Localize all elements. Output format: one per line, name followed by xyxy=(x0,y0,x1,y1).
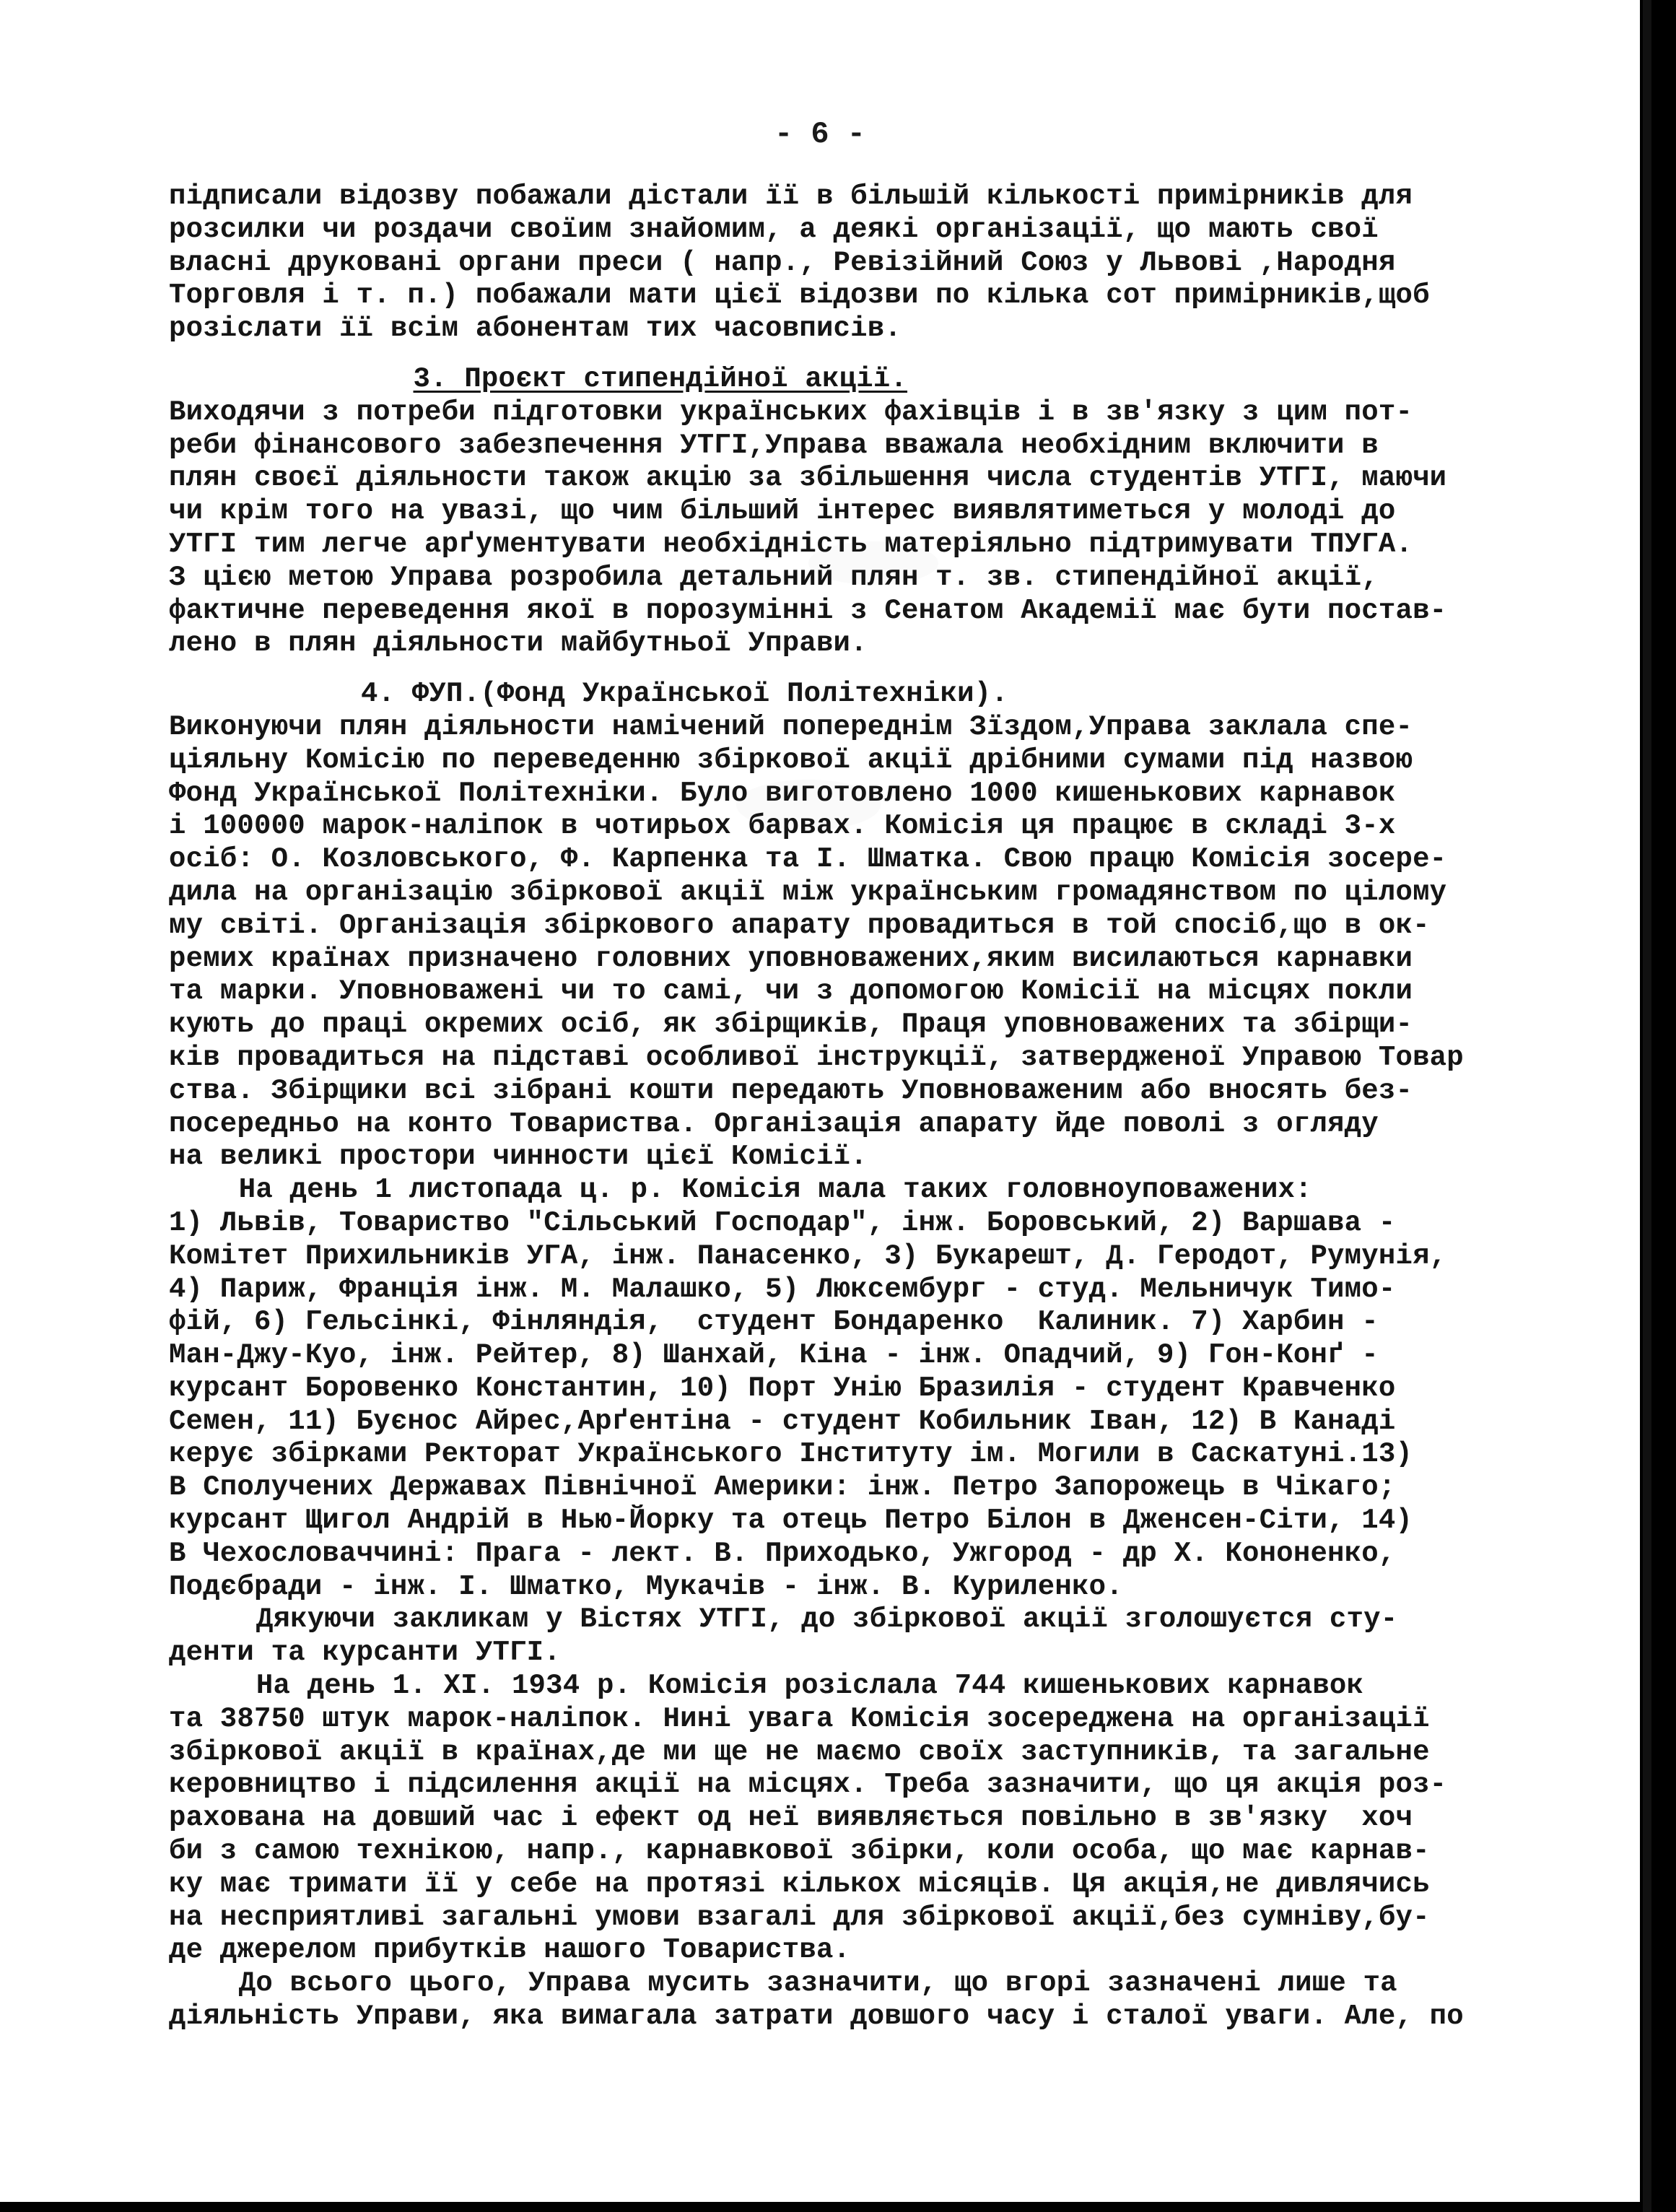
text-line xyxy=(169,910,1620,943)
text-line xyxy=(169,1207,1620,1240)
text-line xyxy=(169,876,1620,910)
line-text: Торговля і т. п.) побажали мати цієї відозви по кілька сот примірників,щоб xyxy=(169,279,1430,312)
line-text: дила на організацію збіркової акції між українським громадянством по цілому xyxy=(169,876,1447,908)
scan-border xyxy=(1643,0,1651,2212)
text-line xyxy=(169,495,1620,528)
text-line xyxy=(169,1141,1620,1174)
text-line xyxy=(169,1835,1620,1868)
line-text: В Сполучених Державах Північної Америки: інж. Петро Запорожець в Чікаго; xyxy=(169,1471,1396,1504)
line-text: курсант Щигол Андрій в Нью-Йорку та отець Петро Білон в Дженсен-Сіти, 14) xyxy=(169,1505,1413,1537)
text-line xyxy=(169,1339,1620,1372)
section-heading-line xyxy=(169,363,1620,396)
text-line xyxy=(169,627,1620,661)
line-text: керовництво і підсилення акції на місцях. Треба зазначити, що ця акція роз- xyxy=(169,1769,1447,1801)
line-text: збіркової акції в країнах,де ми ще не маємо своїх заступників, та загальне xyxy=(169,1736,1430,1768)
line-text: та 38750 штук марок-наліпок. Нині увага Комісія зосереджена на організації xyxy=(169,1702,1430,1735)
line-text: З цією метою Управа розробила детальний плян т. зв. стипендійної акції, xyxy=(169,561,1379,593)
line-text: 1) Львів, Товариство "Сільський Господар", інж. Боровський, 2) Варшава - xyxy=(169,1206,1396,1239)
text-line xyxy=(169,1538,1620,1571)
line-text: Виконуючи плян діяльности намічений попереднім Зїздом,Управа заклала спе- xyxy=(169,710,1413,743)
line-text: ремих країнах призначено головних уповноважених,яким висилаються карнавки xyxy=(169,942,1413,975)
line-text: фактичне переведення якої в порозумінні з Сенатом Академії має бути постав- xyxy=(169,594,1447,627)
page-number: - 6 - xyxy=(774,117,866,152)
text-line xyxy=(169,180,1620,214)
line-text: де джерелом прибутків нашого Товариства. xyxy=(169,1934,851,1967)
text-line xyxy=(169,1372,1620,1406)
line-text: Комітет Прихильників УГА, інж. Панасенко, 3) Букарешт, Д. Геродот, Румунія, xyxy=(169,1240,1447,1272)
text-line xyxy=(169,595,1620,628)
line-text: підписали відозву побажали дістали її в більшій кількості примірників для xyxy=(169,180,1413,212)
text-line xyxy=(169,1108,1620,1141)
text-line xyxy=(169,1802,1620,1835)
text-line xyxy=(169,1273,1620,1307)
line-text: ства. Збірщики всі зібрані кошти передають Уповноваженим або вносять без- xyxy=(169,1074,1413,1107)
line-text: рахована на довший час і ефект од неї виявляється повільно в зв'язку хоч xyxy=(169,1802,1413,1834)
line-text: Дякуючи закликам у Вістях УТГІ, до збіркової акції зголошуєтся сту- xyxy=(256,1603,1398,1636)
text-line xyxy=(169,1406,1620,1439)
line-text: ку має тримати її у себе на протязі кількох місяців. Ця акція,не дивлячись xyxy=(169,1868,1430,1900)
line-text: плян своєї діяльности також акцію за збільшення числа студентів УТГІ, маючи xyxy=(169,462,1447,495)
text-line xyxy=(169,1306,1620,1339)
text-line xyxy=(169,843,1620,876)
line-text: власні друковані органи преси ( напр., Ревізійний Союз у Львові ,Народня xyxy=(169,246,1396,279)
line-text: Подєбради - інж. І. Шматко, Мукачів - інж. В. Куриленко. xyxy=(169,1570,1123,1603)
line-text: 4. ФУП.(Фонд Української Політехніки). xyxy=(360,678,1008,710)
line-text: посередньо на конто Товариства. Організація апарату йде поволі з огляду xyxy=(169,1107,1379,1140)
text-line xyxy=(169,279,1620,313)
line-text: На день 1 листопада ц. р. Комісія мала таких головноуповажених: xyxy=(238,1174,1312,1206)
text-line xyxy=(169,1042,1620,1075)
line-text: УТГІ тим легче арґументувати необхідність матеріяльно підтримувати ТПУГА. xyxy=(169,528,1413,560)
text-line xyxy=(169,562,1620,595)
text-line xyxy=(169,1603,1620,1637)
text-line xyxy=(169,247,1620,280)
text-line xyxy=(169,1174,1620,1207)
line-text: Ман-Джу-Куо, інж. Рейтер, 8) Шанхай, Кіна - інж. Опадчий, 9) Гон-Конґ - xyxy=(169,1339,1379,1372)
text-line xyxy=(169,1703,1620,1736)
line-text: ків провадиться на підставі особливої інструкції, затвердженої Управою Товар xyxy=(169,1041,1464,1074)
text-line xyxy=(169,1736,1620,1769)
text-line xyxy=(169,430,1620,463)
text-line xyxy=(169,1934,1620,1967)
line-text: лено в плян діяльности майбутньої Управи. xyxy=(169,627,868,660)
text-line xyxy=(169,1075,1620,1108)
text-line xyxy=(169,1902,1620,1935)
line-text: би з самою технікою, напр., карнавкової збірки, коли особа, що має карнав- xyxy=(169,1835,1430,1868)
text-line xyxy=(169,313,1620,346)
line-text: і 100000 марок-наліпок в чотирьох барвах. Комісія ця працює в складі 3-х xyxy=(169,810,1396,842)
line-text: на несприятливі загальні умови взагалі для збіркової акції,без сумніву,бу- xyxy=(169,1901,1430,1933)
line-text: кують до праці окремих осіб, як збірщиків, Праця уповноважених та збірщи- xyxy=(169,1009,1413,1041)
text-line xyxy=(169,975,1620,1009)
line-text: на великі простори чинности цієї Комісії. xyxy=(169,1141,868,1173)
text-line xyxy=(169,943,1620,976)
document-body xyxy=(169,180,1620,2034)
line-text: 4) Париж, Франція інж. М. Малашко, 5) Люксембург - студ. Мельничук Тимо- xyxy=(169,1273,1396,1305)
text-line xyxy=(169,1670,1620,1703)
line-text: Виходячи з потреби підготовки українських фахівців і в зв'язку з цим пот- xyxy=(169,396,1413,428)
text-line xyxy=(169,1471,1620,1505)
text-line xyxy=(169,744,1620,778)
line-text: Фонд Української Політехніки. Було виготовлено 1000 кишенькових карнавок xyxy=(169,777,1396,809)
section-heading: 3. Проєкт стипендійної акції. xyxy=(413,362,908,395)
text-line xyxy=(169,2000,1620,2034)
text-line xyxy=(169,1438,1620,1471)
text-line xyxy=(169,1009,1620,1042)
line-text: Семен, 11) Буєнос Айрес,Арґентіна - студент Кобильник Іван, 12) В Канаді xyxy=(169,1405,1396,1437)
line-text: керує збірками Ректорат Українського Інституту ім. Могили в Саскатуні.13) xyxy=(169,1438,1413,1471)
text-line xyxy=(169,1637,1620,1670)
line-text: розіслати її всім абонентам тих часовписів. xyxy=(169,313,902,345)
line-text: реби фінансового забезпечення УТГІ,Управа вважала необхідним включити в xyxy=(169,429,1379,461)
text-line xyxy=(169,528,1620,562)
text-line xyxy=(169,1505,1620,1538)
line-text: денти та курсанти УТГІ. xyxy=(169,1637,561,1669)
text-line xyxy=(169,1571,1620,1604)
line-text: курсант Боровенко Константин, 10) Порт Унію Бразилія - студент Кравченко xyxy=(169,1372,1396,1404)
line-text: осіб: О. Козловського, Ф. Карпенка та І. Шматка. Свою працю Комісія зосере- xyxy=(169,843,1447,876)
line-text: фій, 6) Гельсінкі, Фінляндія, студент Бондаренко Калиник. 7) Харбин - xyxy=(169,1306,1379,1338)
text-line xyxy=(169,1240,1620,1273)
line-text: На день 1. ХІ. 1934 р. Комісія розіслала 744 кишенькових карнавок xyxy=(256,1670,1364,1702)
line-text: му світі. Організація збіркового апарату провадиться в той спосіб,що в ок- xyxy=(169,909,1430,941)
text-line xyxy=(169,711,1620,744)
text-line xyxy=(169,396,1620,430)
text-line xyxy=(169,778,1620,811)
line-text: В Чехословаччині: Прага - лект. В. Приходько, Ужгород - др Х. Кононенко, xyxy=(169,1537,1396,1569)
text-line xyxy=(169,1967,1620,2000)
line-text: розсилки чи роздачи своїим знайомим, а деякі організації, що мають свої xyxy=(169,213,1379,245)
text-line xyxy=(169,810,1620,843)
line-text: чи крім того на увазі, що чим більший інтерес виявлятиметься у молоді до xyxy=(169,495,1396,528)
text-line xyxy=(169,214,1620,247)
text-line xyxy=(169,1769,1620,1802)
line-text: ціяльну Комісію по переведенню збіркової акції дрібними сумами під назвою xyxy=(169,744,1413,776)
line-text: та марки. Уповноважені чи то самі, чи з допомогою Комісії на місцях покли xyxy=(169,975,1413,1008)
text-line xyxy=(169,1868,1620,1902)
text-line xyxy=(169,678,1620,711)
text-line xyxy=(169,462,1620,495)
line-text: діяльність Управи, яка вимагала затрати довшого часу і сталої уваги. Але, по xyxy=(169,2000,1464,2033)
line-text: До всього цього, Управа мусить зазначити, що вгорі зазначені лише та xyxy=(238,1967,1397,2000)
